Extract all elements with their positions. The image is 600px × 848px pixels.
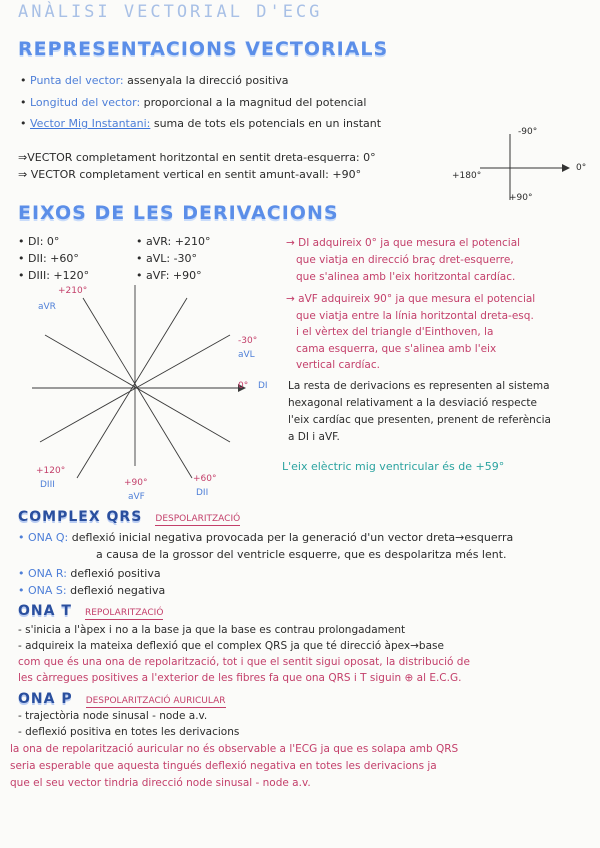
label-avf-name: aVF [128, 492, 145, 502]
paragraph-line: cama esquerra, que s'alinea amb l'eix [296, 342, 497, 355]
section-subheading-qrs: DESPOLARITZACIÓ [155, 514, 241, 524]
qrs-q-wave [18, 529, 513, 547]
paragraph-line: hexagonal relativament a la desviació respecte [288, 397, 537, 409]
bullet-term: Vector Mig Instantani: [30, 117, 151, 130]
wave-text: deflexió inicial negativa provocada per la generació d'un vector dreta→esquerra [68, 531, 514, 544]
t-line: com que és una ona de repolarització, tot i que el sentit sigui oposat, la distribució de [18, 656, 470, 668]
paragraph-line: i el vèrtex del triangle d'Einthoven, la [296, 326, 494, 338]
section-heading-eixos: EIXOS DE LES DERIVACIONS [18, 202, 339, 224]
wave-term: • ONA Q: [18, 531, 69, 544]
cross-label-bottom: +90° [509, 193, 533, 203]
p-wave-paragraph [10, 741, 458, 792]
derivation-list-right [136, 233, 210, 284]
derivation-item: • DIII: +120° [18, 269, 90, 282]
paragraph-line: que viatja entre la línia horitzontal dreta-esq. [296, 309, 534, 322]
paragraph-line: que viatja en direcció braç dret-esquerre, [296, 254, 514, 266]
p-line: - deflexió positiva en totes les derivacions [18, 726, 240, 738]
t-wave-lines [18, 622, 470, 686]
section-heading-representacions: REPRESENTACIONS VECTORIALS [18, 38, 389, 60]
label-avf-angle: +90° [124, 478, 148, 488]
section-heading-qrs: COMPLEX QRS [18, 509, 143, 525]
qrs-r-wave [18, 565, 161, 583]
vector-horizontal-line: ⇒VECTOR completament horitzontal en sentit dreta-esquerra: 0° [18, 151, 376, 164]
paragraph-avf [286, 291, 535, 374]
bullet-punta [20, 72, 289, 90]
label-di-name: DI [258, 381, 268, 391]
label-dii-angle: +60° [193, 474, 217, 484]
bullet-text: proporcional a la magnitud del potencial [140, 96, 367, 109]
t-line: - adquireix la mateixa deflexió que el complex QRS ja que té direcció àpex→base [18, 640, 444, 652]
section-heading-t: ONA T [18, 603, 72, 619]
label-avl-angle: -30° [238, 336, 258, 346]
derivation-item: • DI: 0° [18, 235, 60, 248]
label-avr-angle: +210° [58, 286, 88, 296]
axis-mean-line: L'eix elèctric mig ventricular és de +59° [282, 460, 505, 473]
label-dii-name: DII [196, 488, 209, 498]
page-title: ANÀLISI VECTORIAL D'ECG [18, 2, 323, 22]
bullet-text: assenyala la direcció positiva [123, 74, 289, 87]
p-paragraph-line: que el seu vector tindria direcció node sinusal - node a.v. [10, 777, 311, 789]
bullet-vector-mig [20, 115, 381, 133]
paragraph-line: que s'alinea amb l'eix horitzontal cardíac. [296, 271, 516, 283]
label-diii-angle: +120° [36, 466, 66, 476]
wave-term: • ONA R: [18, 567, 67, 580]
t-line: - s'inicia a l'àpex i no a la base ja que la base es contrau prolongadament [18, 624, 406, 636]
section-subheading-t: REPOLARITZACIÓ [84, 608, 164, 618]
paragraph-di [286, 235, 520, 286]
derivation-list-left [18, 233, 89, 284]
wave-text: deflexió negativa [66, 584, 166, 597]
wave-term: • ONA S: [18, 584, 67, 597]
label-avr-name: aVR [38, 302, 56, 312]
t-line: les càrregues positives a l'exterior de les fibres fa que ona QRS i T siguin ⊕ al E.C.G. [18, 672, 462, 684]
paragraph-line: → DI adquireix 0° ja que mesura el potencial [286, 237, 521, 249]
vector-vertical-line: ⇒ VECTOR completament vertical en sentit amunt-avall: +90° [18, 168, 362, 181]
p-paragraph-line: la ona de repolarització auricular no és observable a l'ECG ja que es solapa amb QRS [10, 743, 459, 755]
qrs-q-wave-cont: a causa de la grossor del ventricle esquerre, que es despolaritza més lent. [96, 548, 507, 561]
bullet-term: Punta del vector: [30, 74, 124, 87]
wave-text: deflexió positiva [66, 567, 161, 580]
p-line: - trajectòria node sinusal - node a.v. [18, 710, 208, 722]
label-di-angle: 0° [238, 381, 249, 391]
paragraph-line: l'eix cardíac que presenten, prenent de referència [288, 414, 551, 426]
bullet-text: suma de tots els potencials en un instant [150, 117, 382, 130]
cross-label-right: 0° [576, 163, 587, 173]
section-heading-p: ONA P [18, 691, 73, 707]
paragraph-resta [288, 378, 551, 446]
section-heading-t-row [18, 600, 163, 619]
paragraph-line: a DI i aVF. [288, 431, 340, 443]
cross-arrow-right [562, 164, 570, 172]
label-avl-name: aVL [238, 350, 255, 360]
paragraph-line: La resta de derivacions es representen al sistema [288, 380, 550, 392]
cross-label-top: -90° [518, 127, 538, 137]
derivation-item: • aVF: +90° [136, 269, 202, 282]
derivation-item: • aVR: +210° [136, 235, 211, 248]
paragraph-line: vertical cardíac. [296, 359, 380, 371]
derivation-item: • DII: +60° [18, 252, 79, 265]
qrs-s-wave [18, 582, 165, 600]
section-heading-qrs-row [18, 506, 240, 525]
section-heading-p-row [18, 688, 226, 707]
label-diii-name: DIII [40, 480, 55, 490]
section-subheading-p: DESPOLARITZACIÓ AURICULAR [85, 696, 226, 706]
p-wave-lines [18, 708, 239, 740]
cross-label-left: +180° [452, 171, 482, 181]
derivation-item: • aVL: -30° [136, 252, 198, 265]
bullet-longitud [20, 94, 366, 112]
paragraph-line: → aVF adquireix 90° ja que mesura el potencial [286, 293, 536, 305]
p-paragraph-line: seria esperable que aquesta tingués deflexió negativa en totes les derivacions ja [10, 760, 437, 772]
bullet-term: Longitud del vector: [30, 96, 141, 109]
